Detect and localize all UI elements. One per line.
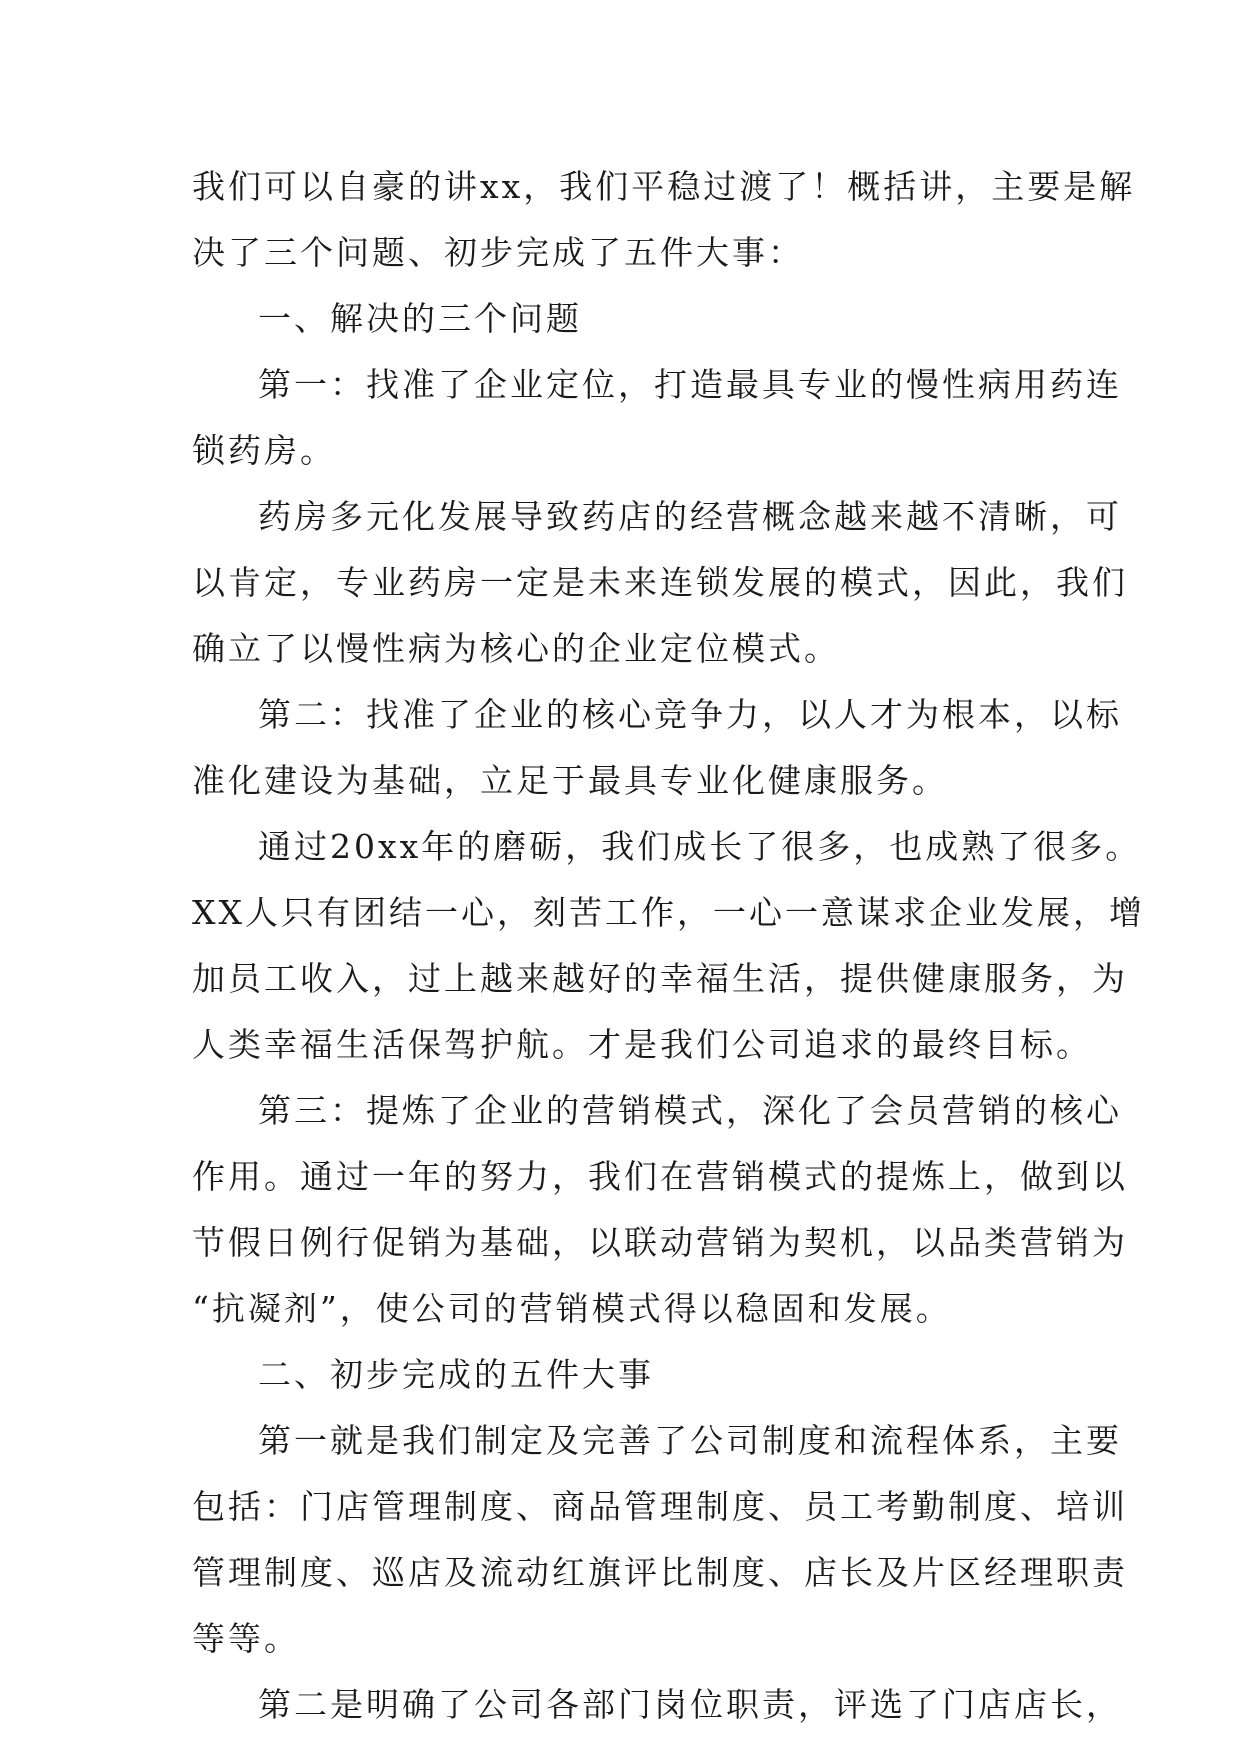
text-line: 包括：门店管理制度、商品管理制度、员工考勤制度、培训 <box>192 1487 1128 1526</box>
text-line: 第一就是我们制定及完善了公司制度和流程体系，主要 <box>258 1421 1122 1460</box>
text-line: 第三：提炼了企业的营销模式，深化了会员营销的核心 <box>258 1091 1122 1130</box>
text-line: 一、解决的三个问题 <box>258 299 582 338</box>
text-line: 第一：找准了企业定位，打造最具专业的慢性病用药连 <box>258 365 1122 404</box>
text-line: 二、初步完成的五件大事 <box>258 1355 654 1394</box>
text-line: 决了三个问题、初步完成了五件大事： <box>192 233 804 272</box>
text-line: XX人只有团结一心，刻苦工作，一心一意谋求企业发展，增 <box>192 893 1145 932</box>
text-line: 第二是明确了公司各部门岗位职责，评选了门店店长， <box>258 1685 1122 1724</box>
text-line: 作用。通过一年的努力，我们在营销模式的提炼上，做到以 <box>192 1157 1128 1196</box>
text-line: 准化建设为基础，立足于最具专业化健康服务。 <box>192 761 948 800</box>
text-line: 加员工收入，过上越来越好的幸福生活，提供健康服务，为 <box>192 959 1128 998</box>
text-line: 第二：找准了企业的核心竞争力，以人才为根本，以标 <box>258 695 1122 734</box>
document-body <box>192 154 1145 1738</box>
text-line: 人类幸福生活保驾护航。才是我们公司追求的最终目标。 <box>192 1025 1092 1064</box>
text-line: 药房多元化发展导致药店的经营概念越来越不清晰，可 <box>258 497 1122 536</box>
text-line: 节假日例行促销为基础，以联动营销为契机，以品类营销为 <box>192 1223 1128 1262</box>
text-line: 我们可以自豪的讲xx，我们平稳过渡了！概括讲，主要是解 <box>192 167 1136 206</box>
text-line: 等等。 <box>192 1619 300 1658</box>
text-line: 管理制度、巡店及流动红旗评比制度、店长及片区经理职责 <box>192 1553 1128 1592</box>
text-line: 通过20xx年的磨砺，我们成长了很多，也成熟了很多。 <box>258 827 1142 866</box>
text-line: 确立了以慢性病为核心的企业定位模式。 <box>192 629 840 668</box>
text-line: 锁药房。 <box>192 431 336 470</box>
text-line: “抗凝剂”，使公司的营销模式得以稳固和发展。 <box>192 1289 952 1328</box>
text-line: 以肯定，专业药房一定是未来连锁发展的模式，因此，我们 <box>192 563 1128 602</box>
